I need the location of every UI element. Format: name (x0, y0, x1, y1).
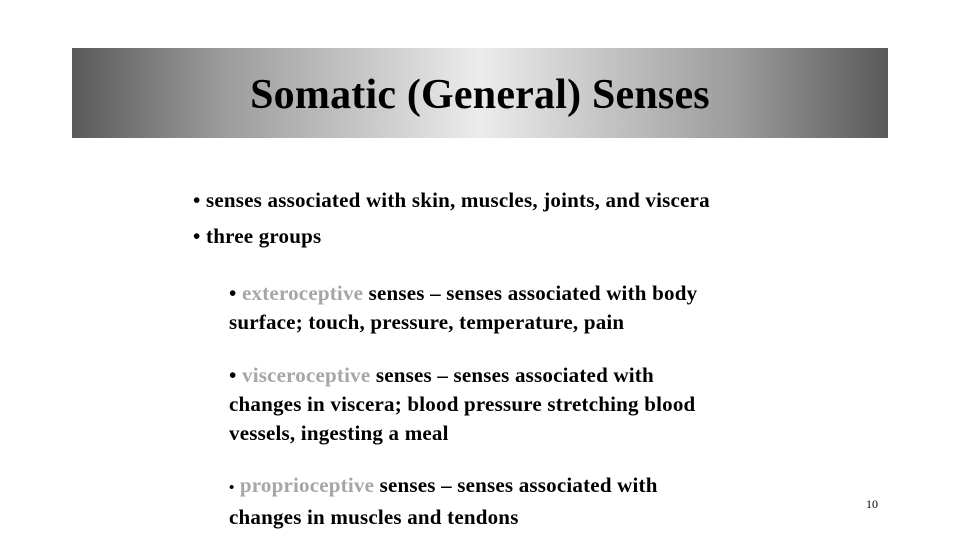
sub-bullet-text: senses – senses associated with (374, 473, 658, 497)
sub-bullet-text: vessels, ingesting a meal (229, 421, 449, 445)
page-number: 10 (866, 497, 878, 511)
title-banner (72, 48, 888, 138)
bullet-glyph: • (229, 363, 237, 387)
sub-bullet-text: senses – senses associated with body (363, 281, 698, 305)
sub-bullet-item (229, 279, 697, 337)
bullet-glyph: • (229, 281, 237, 305)
slide-title: Somatic (General) Senses (250, 72, 710, 118)
sub-bullet-text: senses – senses associated with (370, 363, 654, 387)
bullet-item (193, 186, 710, 215)
sub-bullet-item (229, 361, 695, 448)
term-visceroceptive: visceroceptive (242, 363, 371, 387)
bullet-glyph: • (193, 224, 201, 248)
term-proprioceptive: proprioceptive (239, 473, 375, 497)
sub-bullet-item (229, 471, 658, 532)
bullet-text: senses associated with skin, muscles, joints, and viscera (206, 188, 710, 212)
bullet-glyph: • (229, 480, 235, 496)
sub-bullet-text: changes in muscles and tendons (229, 505, 519, 529)
bullet-glyph: • (193, 188, 201, 212)
term-exteroceptive: exteroceptive (242, 281, 364, 305)
bullet-text: three groups (206, 224, 322, 248)
sub-bullet-text: surface; touch, pressure, temperature, pain (229, 310, 625, 334)
bullet-item (193, 222, 321, 251)
sub-bullet-text: changes in viscera; blood pressure stretching blood (229, 392, 696, 416)
